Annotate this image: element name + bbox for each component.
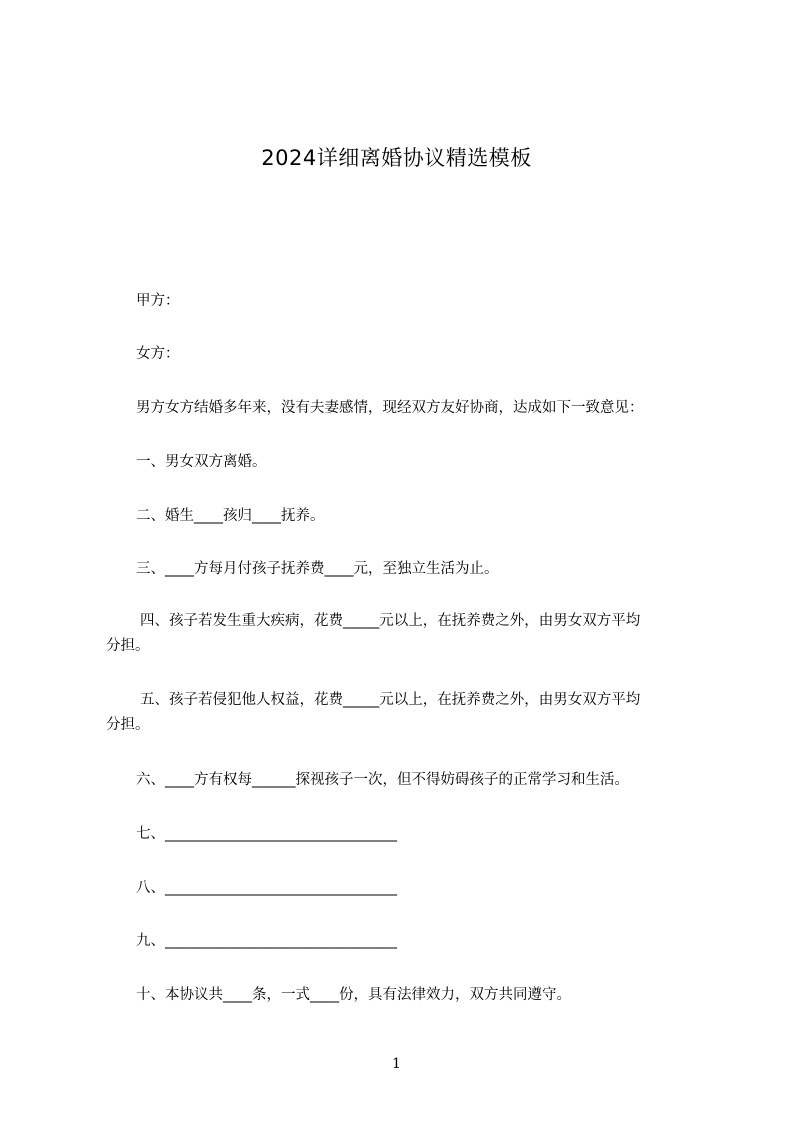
- clause-5-line-1: 五、孩子若侵犯他人权益，花费_____元以上，在抚养费之外，由男女双方平均: [140, 692, 641, 708]
- clause-1: 一、男女双方离婚。: [136, 454, 267, 470]
- clause-6: 六、____方有权每______探视孩子一次，但不得妨碍孩子的正常学习和生活。: [136, 772, 629, 788]
- party-b-line: 女方：: [136, 346, 180, 362]
- clause-10: 十、本协议共____条，一式____份，具有法律效力，双方共同遵守。: [136, 987, 571, 1003]
- clause-3: 三、____方每月付孩子抚养费____元，至独立生活为止。: [136, 561, 499, 577]
- clause-8: 八、________________________________: [136, 880, 397, 896]
- clause-5: [106, 688, 706, 738]
- clause-2: 二、婚生____孩归____抚养。: [136, 508, 325, 524]
- clause-7: 七、________________________________: [136, 826, 397, 842]
- clause-4-line-2: 分担。: [106, 638, 150, 654]
- document-title: 2024详细离婚协议精选模板: [261, 146, 532, 170]
- party-a-line: 甲方：: [136, 293, 180, 309]
- clause-4-line-1: 四、孩子若发生重大疾病，花费_____元以上，在抚养费之外，由男女双方平均: [140, 613, 641, 629]
- clause-5-line-2: 分担。: [106, 717, 150, 733]
- intro-paragraph: 男方女方结婚多年来，没有夫妻感情，现经双方友好协商，达成如下一致意见：: [136, 400, 644, 416]
- clause-9: 九、________________________________: [136, 933, 397, 949]
- page-number: 1: [392, 1056, 401, 1072]
- clause-4: [106, 609, 706, 659]
